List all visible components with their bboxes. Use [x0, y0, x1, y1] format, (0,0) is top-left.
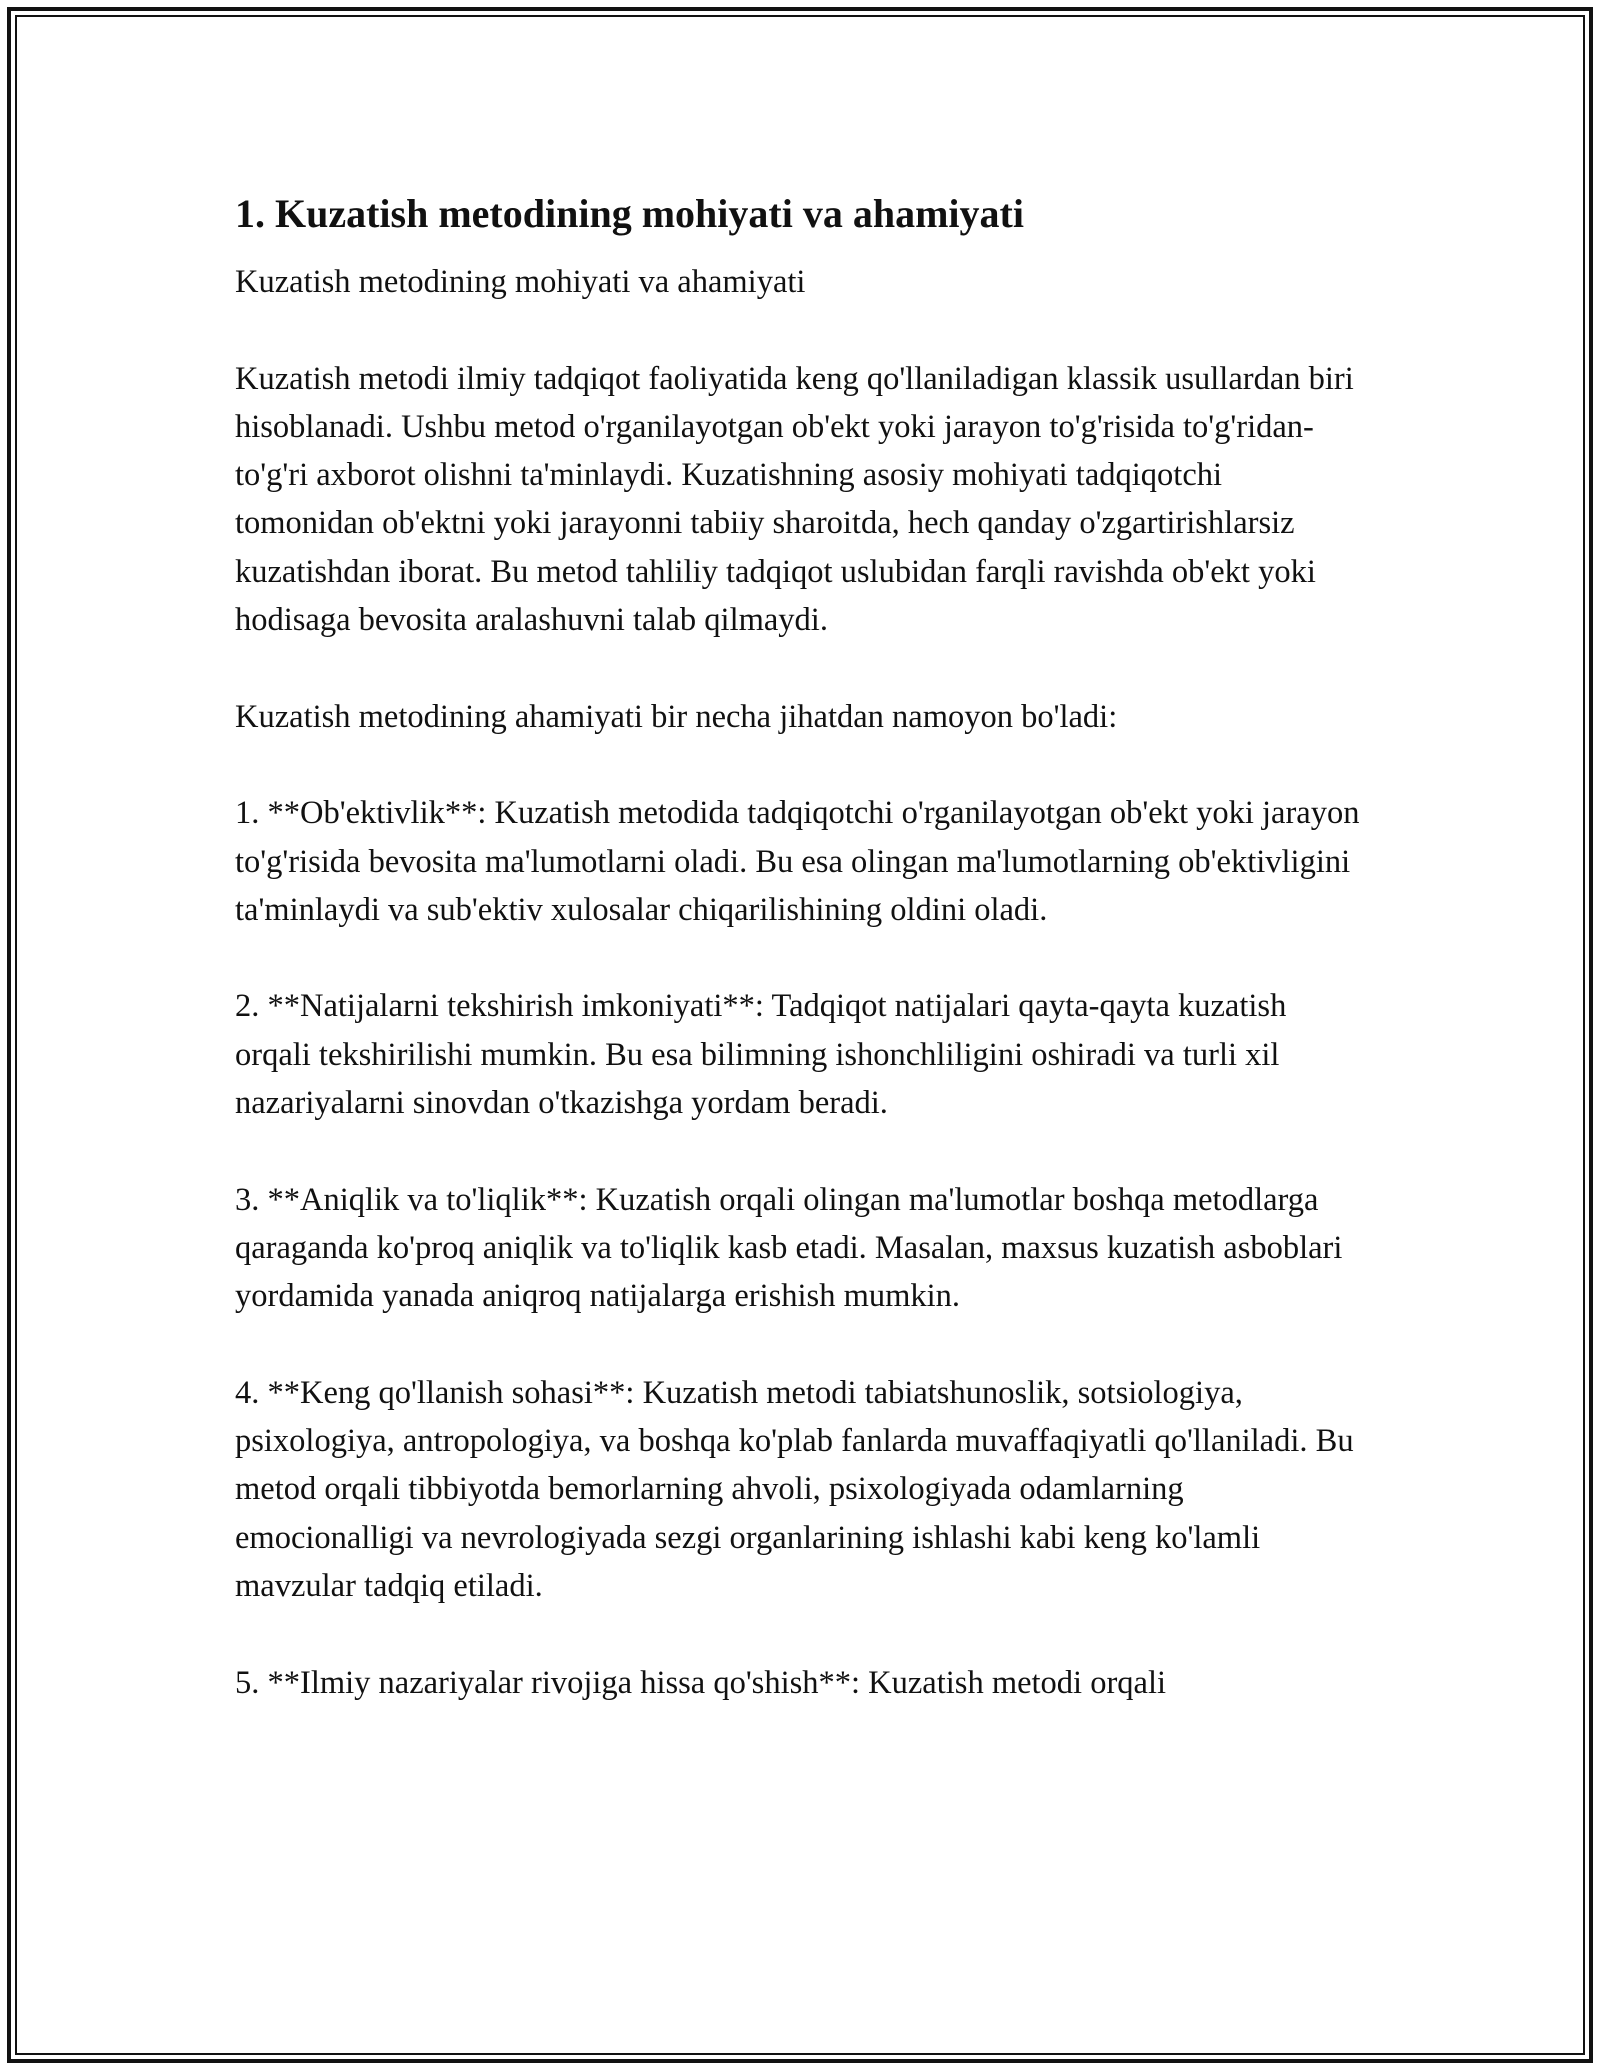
list-item-verification: 2. **Natijalarni tekshirish imkoniyati**: Tadqiqot natijalari qayta-qayta kuzatish orqali tekshirilishi mumkin. Bu esa bilimning ishonchliligini oshiradi va turli xil nazariyalarni sinovdan o'tkazishga yordam beradi.	[235, 988, 1287, 1122]
list-item-objectivity: 1. **Ob'ektivlik**: Kuzatish metodida tadqiqotchi o'rganilayotgan ob'ekt yoki jarayon to'g'risida bevosita ma'lumotlarni oladi. Bu esa olingan ma'lumotlarning ob'ektivligini ta'minlaydi va sub'ektiv xulosalar chiqarilishining oldini oladi.	[235, 795, 1360, 928]
document-subtitle: Kuzatish metodining mohiyati va ahamiyati	[235, 264, 806, 300]
list-item-theory-contribution: 5. **Ilmiy nazariyalar rivojiga hissa qo'shish**: Kuzatish metodi orqali	[235, 1664, 1167, 1701]
list-item-accuracy: 3. **Aniqlik va to'liqlik**: Kuzatish orqali olingan ma'lumotlar boshqa metodlarga qaraganda ko'proq aniqlik va to'liqlik kasb etadi. Masalan, maxsus kuzatish asboblari yordamida yanada aniqroq natijalarga erishish mumkin.	[235, 1181, 1343, 1315]
paragraph-importance-lead: Kuzatish metodining ahamiyati bir necha jihatdan namoyon bo'ladi:	[235, 698, 1118, 735]
document-body	[235, 188, 1365, 1755]
document-title: 1. Kuzatish metodining mohiyati va ahamiyati	[235, 191, 1024, 236]
list-item-application-scope: 4. **Keng qo'llanish sohasi**: Kuzatish metodi tabiatshunoslik, sotsiologiya, psixologiya, antropologiya, va boshqa ko'plab fanlarda muvaffaqiyatli qo'llaniladi. Bu metod orqali tibbiyotda bemorlarning ahvoli, psixologiyada odamlarning emocionalligi va nevrologiyada sezgi organlarining ishlashi kabi keng ko'lamli mavzular tadqiq etiladi.	[235, 1374, 1354, 1605]
paragraph-intro: Kuzatish metodi ilmiy tadqiqot faoliyatida keng qo'llaniladigan klassik usullardan biri hisoblanadi. Ushbu metod o'rganilayotgan ob'ekt yoki jarayon to'g'risida to'g'ridan-to'g'ri axborot olishni ta'minlaydi. Kuzatishning asosiy mohiyati tadqiqotchi tomonidan ob'ektni yoki jarayonni tabiiy sharoitda, hech qanday o'zgartirishlarsiz kuzatishdan iborat. Bu metod tahliliy tadqiqot uslubidan farqli ravishda ob'ekt yoki hodisaga bevosita aralashuvni talab qilmaydi.	[235, 360, 1354, 639]
